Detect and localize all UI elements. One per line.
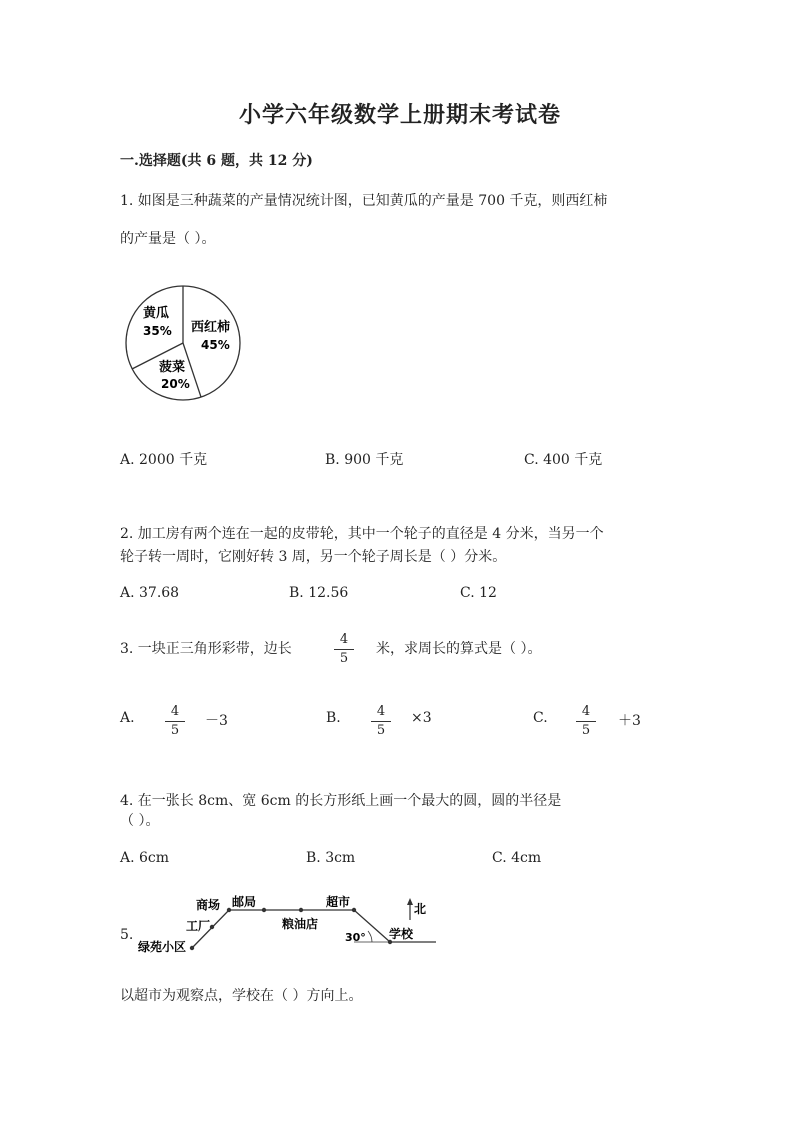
- q4-text-line1: 4. 在一张长 8cm、宽 6cm 的长方形纸上画一个最大的圆，圆的半径是: [120, 793, 562, 809]
- section-heading: 一.选择题(共 6 题，共 12 分): [120, 153, 313, 169]
- fraction-numerator: 4: [334, 632, 354, 650]
- q1-text-line1: 1. 如图是三种蔬菜的产量情况统计图，已知黄瓜的产量是 700 千克，则西红柿: [120, 193, 608, 209]
- pie-pct-spinach: 20%: [161, 377, 190, 391]
- route-map: [136, 890, 441, 960]
- q3-option-c[interactable]: C.: [533, 710, 548, 726]
- pie-pct-tomato: 45%: [201, 338, 230, 352]
- q4-option-c[interactable]: C. 4cm: [492, 850, 542, 866]
- pie-pct-cucumber: 35%: [143, 324, 172, 338]
- q4-option-b[interactable]: B. 3cm: [306, 850, 356, 866]
- q3-option-c-op: ＋3: [618, 713, 641, 729]
- q1-text-line2: 的产量是（ ）。: [120, 231, 216, 247]
- q2-option-a[interactable]: A. 37.68: [120, 585, 180, 601]
- q3-option-b-fraction: $\frac{4}{5}$: [371, 704, 391, 739]
- q5-question: 以超市为观察点，学校在（ ）方向上。: [120, 988, 363, 1004]
- map-label-school: 学校: [389, 927, 414, 941]
- q2-text-line1: 2. 加工房有两个连在一起的皮带轮，其中一个轮子的直径是 4 分米，当另一个: [120, 526, 604, 542]
- q4-text-line2: （ ）。: [120, 813, 160, 829]
- q3-option-b[interactable]: B.: [326, 710, 341, 726]
- q3-option-a[interactable]: A.: [120, 710, 135, 726]
- fraction-denominator: 5: [339, 651, 349, 666]
- map-label-grain-shop: 粮油店: [282, 917, 319, 931]
- pie-label-cucumber: 黄瓜: [143, 306, 170, 321]
- q1-option-b[interactable]: B. 900 千克: [325, 452, 404, 468]
- q3-text-prefix: 3. 一块正三角形彩带，边长: [120, 641, 292, 657]
- map-label-north: 北: [414, 902, 427, 916]
- q3-option-c-fraction: $\frac{4}{5}$: [576, 704, 596, 739]
- map-label-factory: 工厂: [186, 919, 211, 933]
- map-label-supermarket: 超市: [326, 895, 351, 909]
- q1-option-a[interactable]: A. 2000 千克: [120, 452, 208, 468]
- pie-label-tomato: 西红柿: [191, 320, 231, 335]
- map-label-post-office: 邮局: [232, 895, 257, 909]
- map-label-community: 绿苑小区: [138, 940, 187, 954]
- pie-chart: [123, 285, 248, 405]
- q3-option-b-op: ×3: [411, 710, 432, 726]
- q2-option-b[interactable]: B. 12.56: [289, 585, 349, 601]
- map-label-angle: 30°: [345, 931, 366, 944]
- q2-text-line2: 轮子转一周时，它刚好转 3 周，另一个轮子周长是（ ）分米。: [120, 549, 507, 565]
- q3-option-a-fraction: $\frac{4}{5}$: [165, 704, 185, 739]
- map-label-market: 商场: [196, 898, 221, 912]
- page-title: 小学六年级数学上册期末考试卷: [238, 102, 561, 128]
- q3-option-a-op: －3: [205, 713, 228, 729]
- q4-option-a[interactable]: A. 6cm: [120, 850, 170, 866]
- pie-label-spinach: 菠菜: [159, 360, 186, 375]
- q3-text-suffix: 米，求周长的算式是（ ）。: [376, 641, 542, 657]
- q2-option-c[interactable]: C. 12: [460, 585, 497, 601]
- q3-fraction: [334, 632, 354, 667]
- q1-option-c[interactable]: C. 400 千克: [524, 452, 603, 468]
- q5-number: 5.: [120, 927, 134, 943]
